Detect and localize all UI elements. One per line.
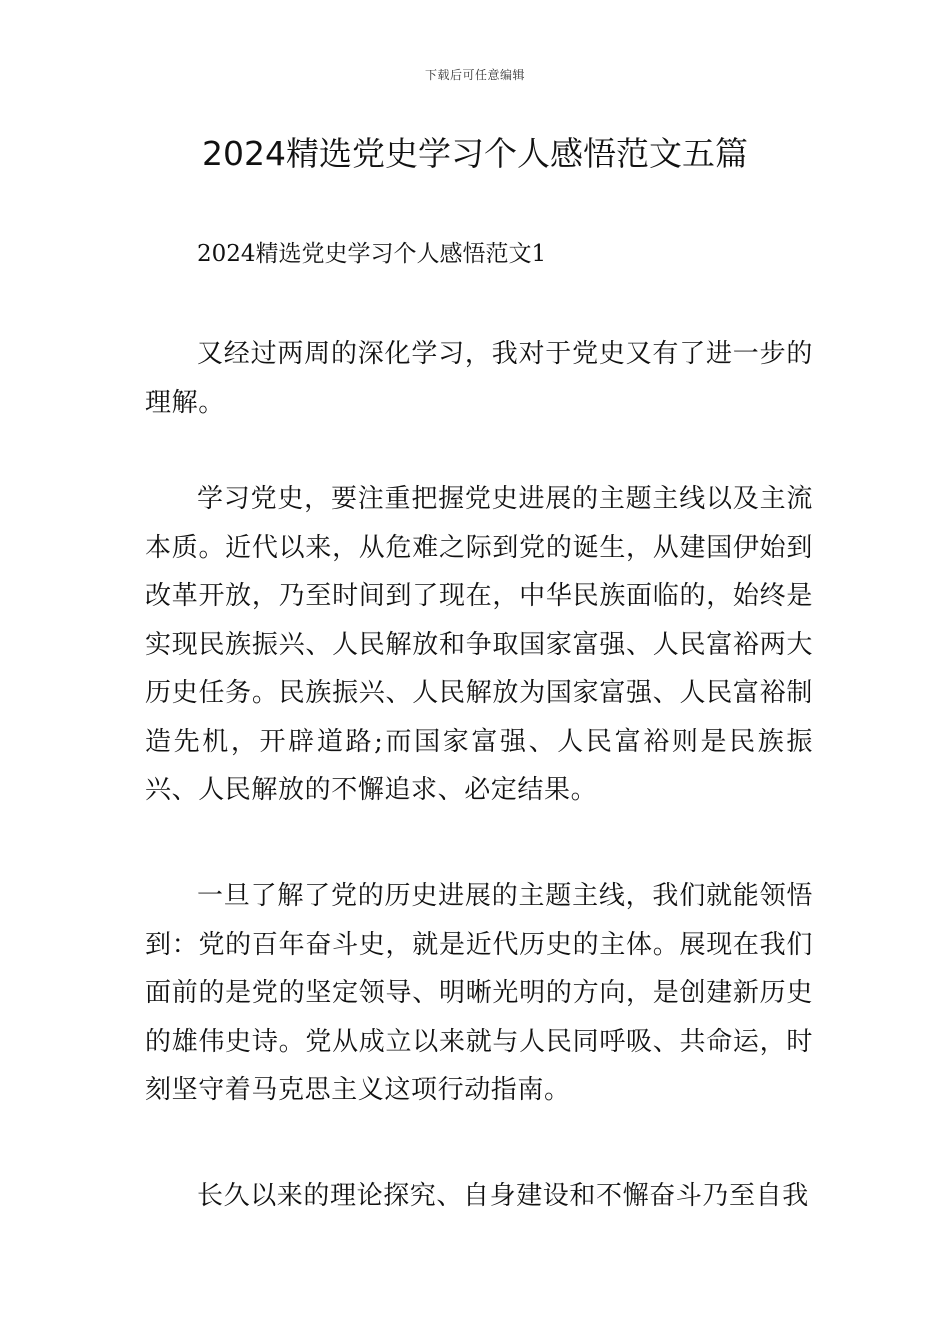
header-note: 下载后可任意编辑 (424, 68, 525, 82)
paragraph-2: 学习党史，要注重把握党史进展的主题主线以及主流本质。近代以来，从危难之际到党的诞生，从建国伊始到改革开放，乃至时间到了现在，中华民族面临的，始终是实现民族振兴、人民解放和争取国家富强、人民富裕两大历史任务。民族振兴、人民解放为国家富强、人民富裕制造先机，开辟道路;而国家富强、人民富裕则是民族振兴、人民解放的不懈追求、必定结果。 (145, 484, 813, 805)
paragraph-3: 一旦了解了党的历史进展的主题主线，我们就能领悟到：党的百年奋斗史，就是近代历史的主体。展现在我们面前的是党的坚定领导、明晰光明的方向，是创建新历史的雄伟史诗。党从成立以来就与人民同呼吸、共命运，时刻坚守着马克思主义这项行动指南。 (145, 881, 813, 1105)
document-title: 2024精选党史学习个人感悟范文五篇 (202, 134, 748, 173)
section-subtitle: 2024精选党史学习个人感悟范文1 (197, 241, 547, 267)
paragraph-1: 又经过两周的深化学习，我对于党史又有了进一步的理解。 (145, 339, 813, 418)
paragraph-4: 长久以来的理论探究、自身建设和不懈奋斗乃至自我 (197, 1181, 809, 1211)
